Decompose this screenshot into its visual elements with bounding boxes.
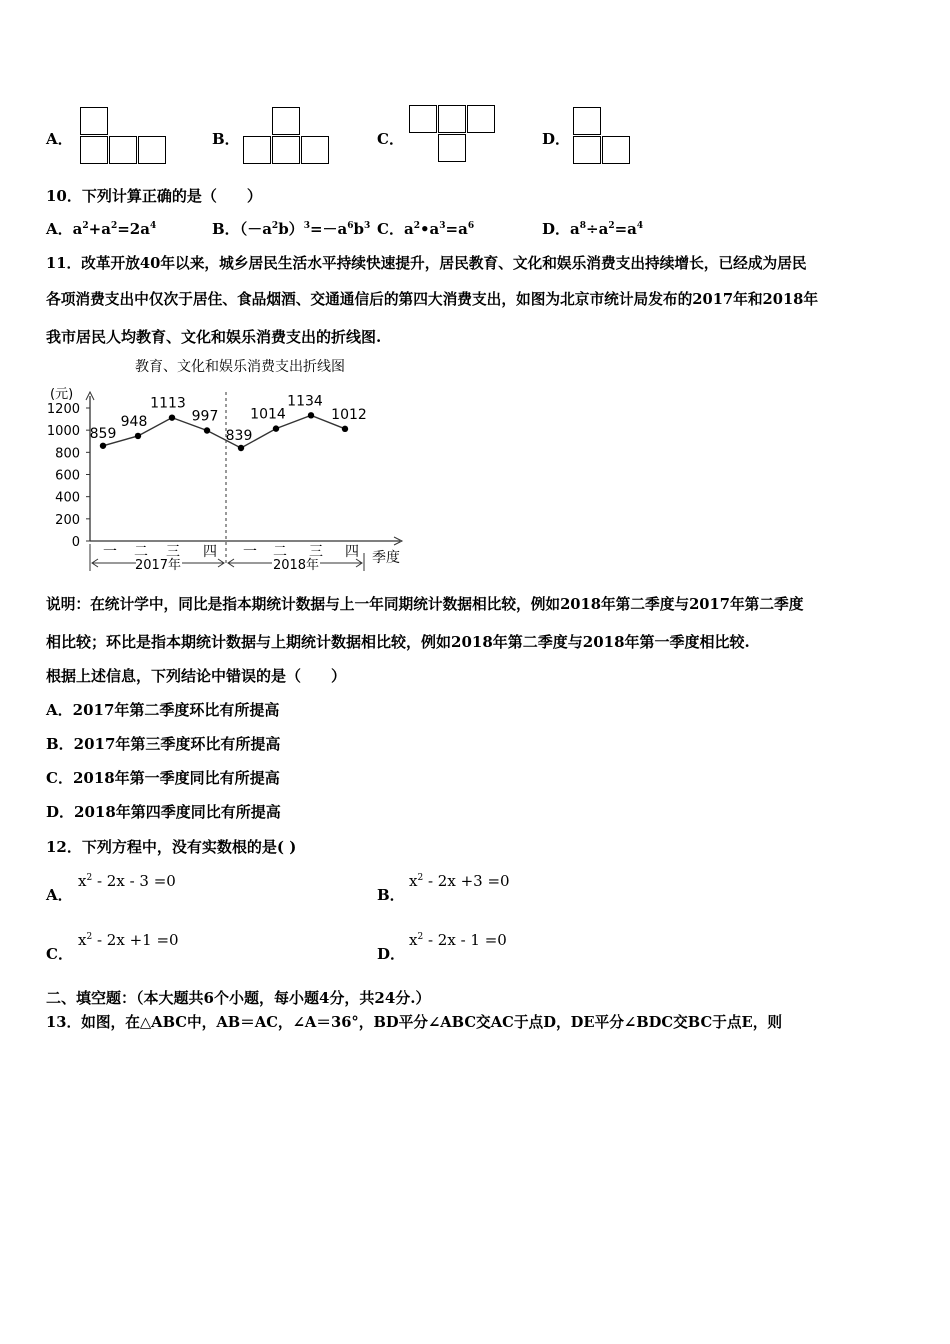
consumption-line-chart — [40, 350, 420, 590]
data-label: 1134 — [287, 393, 323, 410]
q9-option-b-figure — [243, 107, 331, 167]
q11-line-3: 我市居民人均教育、文化和娱乐消费支出的折线图. — [46, 328, 382, 346]
y-tick-label: 400 — [55, 490, 80, 506]
x-tick-label: 二 — [273, 544, 287, 560]
y-axis-label: (元) — [50, 387, 74, 402]
chart-title: 教育、文化和娱乐消费支出折线图 — [135, 359, 345, 375]
y-ticks — [47, 402, 90, 550]
x-tick-label: 一 — [103, 544, 117, 560]
q11-option-a: A．2017年第二季度环比有所提高 — [46, 701, 280, 719]
data-point — [100, 443, 106, 449]
data-point — [308, 412, 314, 418]
q9-option-d-label: D． — [542, 130, 571, 148]
q10-option-c: C．$a^2•a^3=a^6$ — [377, 220, 475, 238]
q11-line-1: 11．改革开放40年以来，城乡居民生活水平持续快速提升，居民教育、文化和娱乐消费支出持续增长，已经成为居民 — [46, 255, 807, 272]
q11-option-b: B．2017年第三季度环比有所提高 — [46, 735, 281, 753]
data-label: 1012 — [331, 406, 367, 423]
y-tick-label: 600 — [55, 468, 80, 484]
q9-option-c-label: C． — [377, 130, 404, 148]
data-labels — [90, 393, 367, 444]
q13-stem: 13．如图，在△ABC中，AB＝AC，∠A＝36°，BD平分∠ABC交AC于点D，DE平分∠BDC交BC于点E，则 — [46, 1014, 783, 1031]
x-tick-label: 一 — [243, 544, 257, 560]
data-label: 1113 — [150, 395, 186, 412]
q11-note-2: 相比较；环比是指本期统计数据与上期统计数据相比较，例如2018年第二季度与2018年第一季度相比较. — [46, 633, 750, 651]
x-tick-label: 三 — [166, 544, 180, 560]
data-point — [238, 445, 244, 451]
x-tick-label: 二 — [134, 544, 148, 560]
q10-stem: 10．下列计算正确的是（ ） — [46, 187, 262, 205]
y-tick-label: 800 — [55, 446, 80, 462]
data-point — [204, 427, 210, 433]
data-point — [135, 433, 141, 439]
data-point — [342, 426, 348, 432]
q11-option-d: D．2018年第四季度同比有所提高 — [46, 803, 281, 821]
q12-stem: 12．下列方程中，没有实数根的是( ) — [46, 838, 297, 856]
q11-question: 根据上述信息，下列结论中错误的是（ ） — [46, 667, 347, 685]
q9-option-b-label: B． — [212, 130, 240, 148]
y-tick-label: 200 — [55, 512, 80, 528]
data-label: 859 — [89, 425, 117, 442]
q11-note-1: 说明：在统计学中，同比是指本期统计数据与上一年同期统计数据相比较，例如2018年第二季度与2017年第二季度 — [46, 596, 804, 613]
x-axis-label: 季度 — [372, 550, 400, 566]
x-tick-label: 四 — [203, 544, 217, 560]
q9-option-a-label: A． — [46, 130, 73, 148]
section-2-heading: 二、填空题：（本大题共6个小题，每小题4分，共24分.） — [46, 989, 431, 1007]
q9-option-a-figure — [80, 107, 168, 167]
q10-option-a: A．$a^2+a^2=2a^4$ — [46, 220, 157, 238]
data-label: 997 — [191, 408, 219, 425]
data-label: 839 — [225, 428, 253, 445]
data-point — [273, 425, 279, 431]
q11-line-2: 各项消费支出中仅次于居住、食品烟酒、交通通信后的第四大消费支出，如图为北京市统计局发布的2017年和2018年 — [46, 291, 819, 308]
year-label: 2017年 — [134, 558, 182, 573]
y-tick-label: 1200 — [46, 402, 80, 417]
q9-option-d-figure — [573, 107, 633, 167]
x-tick-label: 四 — [345, 544, 359, 560]
q9-option-c-figure — [409, 105, 497, 165]
data-label: 1014 — [250, 406, 286, 423]
data-label: 948 — [120, 413, 148, 430]
q11-option-c: C．2018年第一季度同比有所提高 — [46, 769, 280, 787]
year-label: 2018年 — [272, 558, 320, 573]
y-tick-label: 1000 — [46, 424, 80, 440]
y-tick-label: 0 — [71, 535, 80, 550]
x-tick-label: 三 — [309, 544, 323, 560]
q10-option-d: D．$a^8\div a^2=a^4$ — [542, 220, 644, 238]
q10-option-b: B．$(-a^2b)^3=-a^6b^3$ — [212, 220, 371, 238]
year-labels — [135, 557, 319, 573]
data-point — [169, 414, 175, 420]
